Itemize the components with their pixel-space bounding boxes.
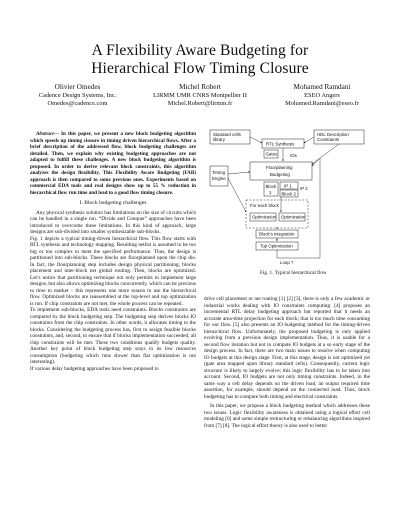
author-name: Mohamed Ramdani	[293, 83, 351, 91]
abstract	[30, 131, 196, 196]
title-line-2: Hierarchical Flow Timing Closure	[91, 60, 309, 77]
author-affiliation: ESEO Angers	[304, 92, 340, 100]
author-email: Mohamed.Ramdani@eseo.fr	[285, 99, 359, 107]
body-paragraph: Any physical synthesis solution has limitations on the size of circuits which can be handled in a single run. “Divide and Conquer” approaches have been introduced to overcome these limitations. In this kind of approach, large designs are sub-divided into smaller synthesizable sub-blocks.	[30, 209, 196, 235]
hdl-label-2: Constraints	[317, 137, 340, 142]
block1-label: Block	[265, 184, 277, 189]
section-heading: I. Block budgeting challenges	[79, 200, 147, 206]
figure-1	[206, 128, 376, 268]
lib-label-1: Standard cells	[213, 132, 241, 137]
body-paragraph: If various delay budgeting approaches have been proposed to	[30, 365, 159, 372]
body-paragraph: Fig. 1 depicts a typical timing-driven hierarchical flow. This flow starts with RTL synthesis and technology mapping. Resulting netlist is assumed to be too big or too complex to meet the specified performance. Thus, the design is partitioned into sub-blocks. These blocks are floorplanned upon the chip die. In fact, the floorplanning step includes design physical partitioning, blocks placement and inter-block net global routing. Then, blocks are optimized. Let’s notice that partitioning technique not only permits to implement large designs, but also allows optimizing blocks concurrently, which can be precious to time to market – this represents one more reason to use the hierarchical flow. Optimized blocks are reassembled at the top-level and top optimization is run. If chip constraints are not met, the whole process can be repeated.	[30, 235, 196, 307]
floorplan-label-1: Floorplanning	[266, 165, 293, 170]
integ-label: Block's integration	[259, 231, 295, 237]
author-block-1	[20, 84, 135, 107]
author-affiliation: Cadence Design Systems, Inc.	[38, 92, 117, 100]
author-block-3	[262, 84, 382, 107]
author-affiliation: LIRMM UMR CNRS Montpellier II	[153, 92, 247, 100]
abstract-text: — In this paper, we present a new block budgeting algorithm which speeds up timing closure in timing driven hierarchical flows. After a brief description of the addressed flow, block budgeting challenges are detailed. Then, we explain why existing budgeting approaches are not adapted to fulfill these challenges. A new block budgeting algorithm is proposed. In order to derive relevant block constraints, this algorithm analyzes the design flexibility. This Flexibility Aware Budgeting (FAB) approach is then compared to some previous ones. Experiments based on commercial EDA tools and real designs show up to 55 % reduction in hierarchical flow run time and lead to a good flow timing closure.	[30, 131, 196, 196]
ip1-label: IP 1	[284, 183, 292, 189]
left-column	[30, 131, 196, 372]
block2-label: Block 2	[281, 191, 296, 197]
rtl-label: RTL Synthesis	[266, 141, 295, 147]
timing-label-1: Timing	[212, 170, 226, 175]
figure-caption: Fig. 1. Typical hierarchical flow	[260, 270, 327, 276]
ios-label: IOs	[290, 153, 297, 158]
block1-num: 1	[269, 190, 272, 195]
hdl-label-1: HDL Description	[317, 132, 349, 137]
body-paragraph: To implement sub-blocks, EDA tools need constraints. Blocks constraints are computed by the block budgeting step. The budgeting step derives blocks IO constraints from the chip constraints. In other words, it allocates timing to the blocks. Considering the budgeting process has, first to assign feasible blocks constraints, and, second, to ensure that if blocks implementation succeeded, all chip constraints will be met. These two conditions qualify budgets quality. Another key point of block budgeting step stays in its low resources consumption (budgeting which runs slower than flat optimization is not interesting).	[30, 307, 196, 365]
lib-label-2: library	[213, 137, 225, 142]
abstract-label: Abstract	[36, 131, 54, 137]
author-email: Michel.Robert@lirmm.fr	[167, 99, 233, 107]
body-paragraph: In this paper, we propose a block budgeting method which addresses these two issues. Logic flexibility awareness is obtained using a logical effort cell modeling [6] and some simple restructuring or rebalancing algorithms inspired from [7] [8]. The logical effort theory is also used to better	[204, 403, 370, 429]
timing-label-2: Engine	[212, 176, 226, 181]
body-paragraph: drive cell placement or net routing [1] [2] [3], there is only a few academic or industrial works dealing with IO constraints computing. [4] proposes an incremental RTL delay budgeting approach but reported that it needs an accurate area-time projection for each block; that is too much time consuming for our flow. [5] also presents an IO budgeting method for the timing-driven hierarchical flow. Unfortunately, the proposed budgeting is only applied evolving from a previous design implementation. Thus, it is usable for a second flow iteration but not to compute IO budgets at a so early stage of the design process. In fact, there are two main issues to resolve when computing IO budgets at this design stage. First, at this stage, design is not optimized yet (gate area mapped upon library standard cells). Consequently, current logic structure is likely to largely evolve; this logic flexibility has to be taken into account. Second, IO budgets are not only timing constraints. Indeed, in the same way a cell delay depends on the driven load, an output required time assertion, for example, should depend on the connected load. Thus, block budgeting has to compute both timing and electrical constraints.	[204, 296, 370, 400]
floorplan-label-2: Budgeting	[270, 172, 290, 177]
loop-label: Loop ?	[280, 260, 294, 265]
ip2-label: IP 2	[300, 186, 308, 191]
paper-title	[0, 42, 400, 78]
right-column	[204, 296, 370, 429]
gates-label: Gates	[265, 151, 278, 157]
title-line-1: A Flexibility Aware Budgeting for	[91, 42, 309, 59]
author-name: Michel Robert	[179, 83, 221, 91]
top-label: Top Optimization	[260, 243, 293, 249]
foreach-label: For each block	[250, 203, 279, 208]
author-email: Omedes@cadence.com	[47, 99, 108, 107]
opt2-label: Optimization	[281, 214, 306, 220]
flow-diagram	[206, 128, 376, 268]
opt1-label: Optimization	[252, 214, 277, 220]
author-block-2	[140, 84, 260, 107]
author-name: Olivier Omedes	[54, 83, 101, 91]
